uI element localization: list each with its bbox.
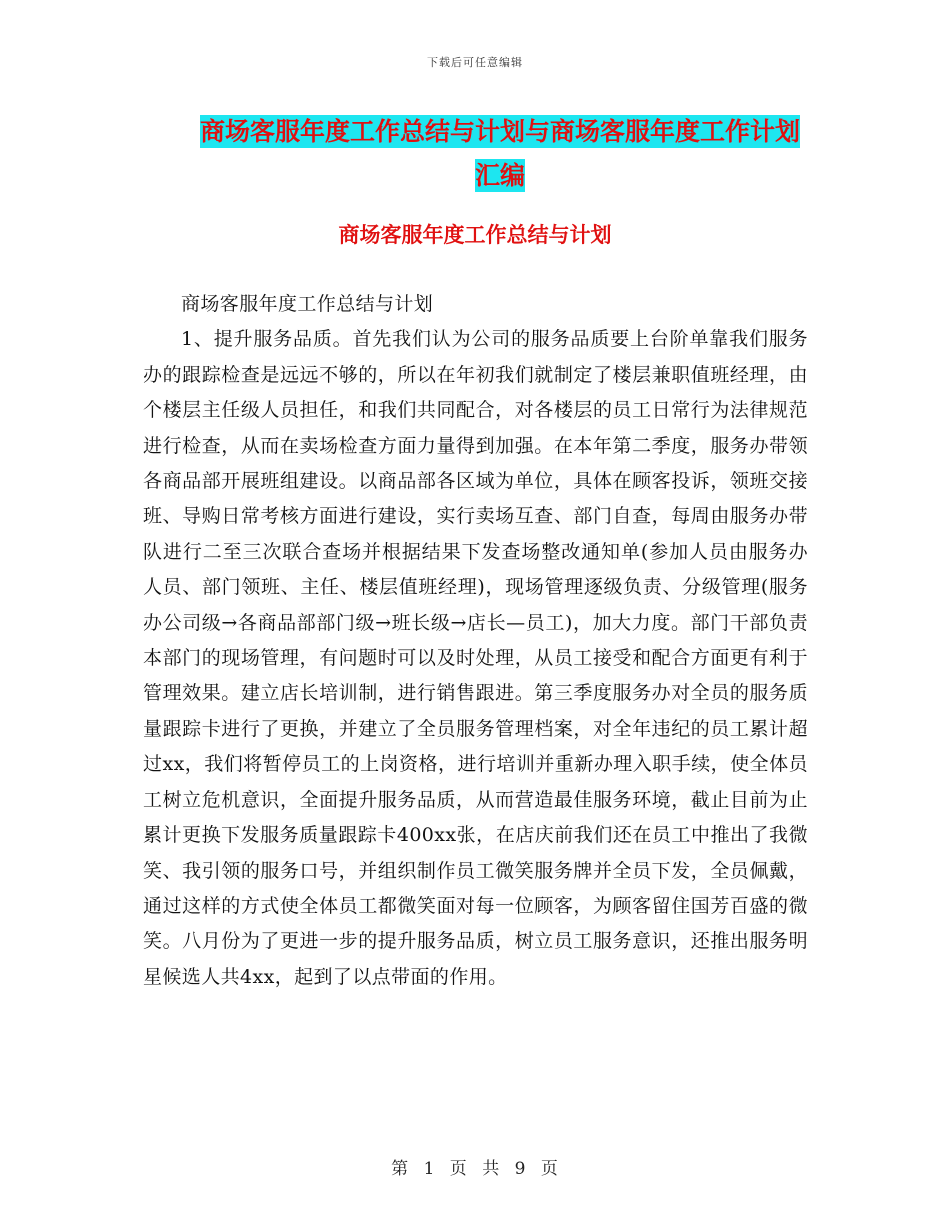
page-footer: 第 1 页 共 9 页 xyxy=(391,1159,559,1179)
document-title-text: 商场客服年度工作总结与计划与商场客服年度工作计划汇编 xyxy=(199,117,800,190)
paragraph-service-quality: 1、提升服务品质。首先我们认为公司的服务品质要上台阶单靠我们服务办的跟踪检查是远远不够的，所以在年初我们就制定了楼层兼职值班经理，由个楼层主任级人员担任，和我们共同配合，对各楼层的员工日常行为法律规范进行检查，从而在卖场检查方面力量得到加强。在本年第二季度，服务办带领各商品部开展班组建设。以商品部各区域为单位，具体在顾客投诉，领班交接班、导购日常考核方面进行建设，实行卖场互查、部门自查，每周由服务办带队进行二至三次联合查场并根据结果下发查场整改通知单(参加人员由服务办人员、部门领班、主任、楼层值班经理)，现场管理逐级负责、分级管理(服务办公司级→各商品部部门级→班长级→店长—员工)，加大力度。部门干部负责本部门的现场管理，有问题时可以及时处理，从员工接受和配合方面更有利于管理效果。建立店长培训制，进行销售跟进。第三季度服务办对全员的服务质量跟踪卡进行了更换，并建立了全员服务管理档案，对全年违纪的员工累计超过xx，我们将暂停员工的上岗资格，进行培训并重新办理入职手续，使全体员工树立危机意识，全面提升服务品质，从而营造最佳服务环境，截止目前为止累计更换下发服务质量跟踪卡400xx张，在店庆前我们还在员工中推出了我微笑、我引领的服务口号，并组织制作员工微笑服务牌并全员下发，全员佩戴，通过这样的方式使全体员工都微笑面对每一位顾客，为顾客留住国芳百盛的微笑。八月份为了更进一步的提升服务品质，树立员工服务意识，还推出服务明星候选人共4xx，起到了以点带面的作用。 xyxy=(143,328,808,988)
paragraph-intro: 商场客服年度工作总结与计划 xyxy=(181,293,434,315)
header-note: 下载后可任意编辑 xyxy=(427,56,523,69)
section-title: 商场客服年度工作总结与计划 xyxy=(338,223,612,247)
document-body xyxy=(143,287,808,995)
document-title xyxy=(190,110,810,198)
